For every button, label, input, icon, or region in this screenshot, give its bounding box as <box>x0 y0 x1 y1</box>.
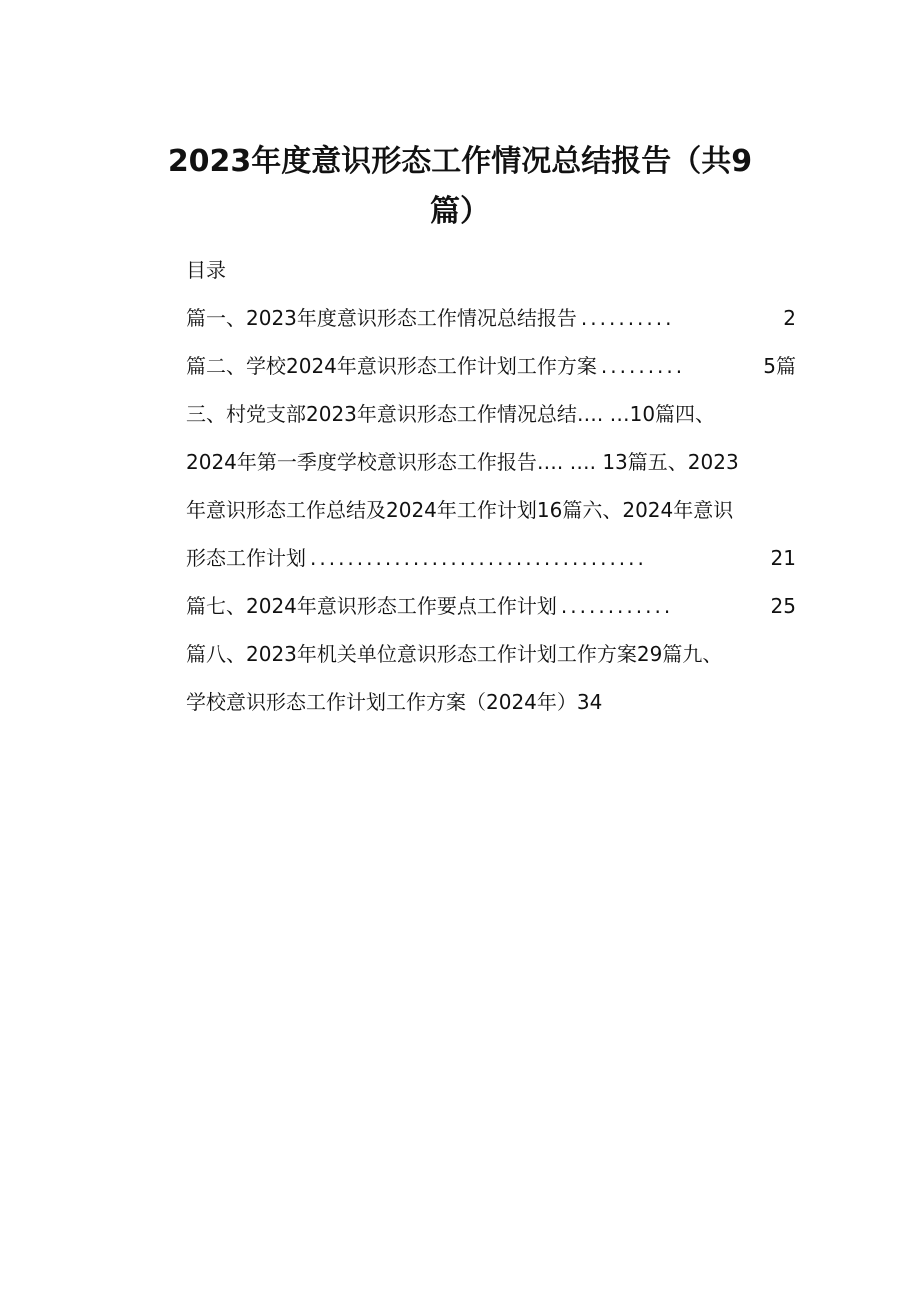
toc-page-number: 2 <box>783 306 796 330</box>
toc-entry[interactable] <box>186 354 796 378</box>
toc-entry[interactable] <box>186 450 796 474</box>
toc-entry-text: 篇七、2024年意识形态工作要点工作计划 <box>186 594 557 618</box>
toc-heading: 目录 <box>186 258 226 282</box>
document-title-line-2: 篇） <box>430 194 490 229</box>
toc-entry[interactable] <box>186 594 796 618</box>
toc-entry[interactable] <box>186 546 796 570</box>
table-of-contents <box>186 258 796 738</box>
toc-entry-text: 形态工作计划 <box>186 546 306 570</box>
toc-entry-text: 篇二、学校2024年意识形态工作计划工作方案 <box>186 354 597 378</box>
toc-page-number: 25 <box>770 594 796 618</box>
toc-entry-text: 篇一、2023年度意识形态工作情况总结报告 <box>186 306 577 330</box>
toc-dot-leader: .................................... <box>310 546 647 570</box>
toc-entry-text: 三、村党支部2023年意识形态工作情况总结…. …10篇四、 <box>186 402 716 426</box>
toc-entry[interactable] <box>186 306 796 330</box>
toc-entry[interactable] <box>186 498 796 522</box>
toc-entry-text: 年意识形态工作总结及2024年工作计划16篇六、2024年意识 <box>186 498 734 522</box>
toc-dot-leader: ............ <box>560 594 674 618</box>
toc-page-number: 5篇 <box>763 354 796 378</box>
toc-page-number: 21 <box>770 546 796 570</box>
toc-entry[interactable] <box>186 690 796 714</box>
toc-entry-text: 篇八、2023年机关单位意识形态工作计划工作方案29篇九、 <box>186 642 723 666</box>
document-title-line-1: 2023年度意识形态工作情况总结报告（共9 <box>167 144 753 179</box>
toc-dot-leader: .......... <box>580 306 675 330</box>
toc-entry[interactable] <box>186 402 796 426</box>
toc-entry[interactable] <box>186 642 796 666</box>
toc-dot-leader: ......... <box>600 354 686 378</box>
toc-entry-text: 学校意识形态工作计划工作方案（2024年）34 <box>186 690 603 714</box>
toc-entry-text: 2024年第一季度学校意识形态工作报告…. …. 13篇五、2023 <box>186 450 739 474</box>
